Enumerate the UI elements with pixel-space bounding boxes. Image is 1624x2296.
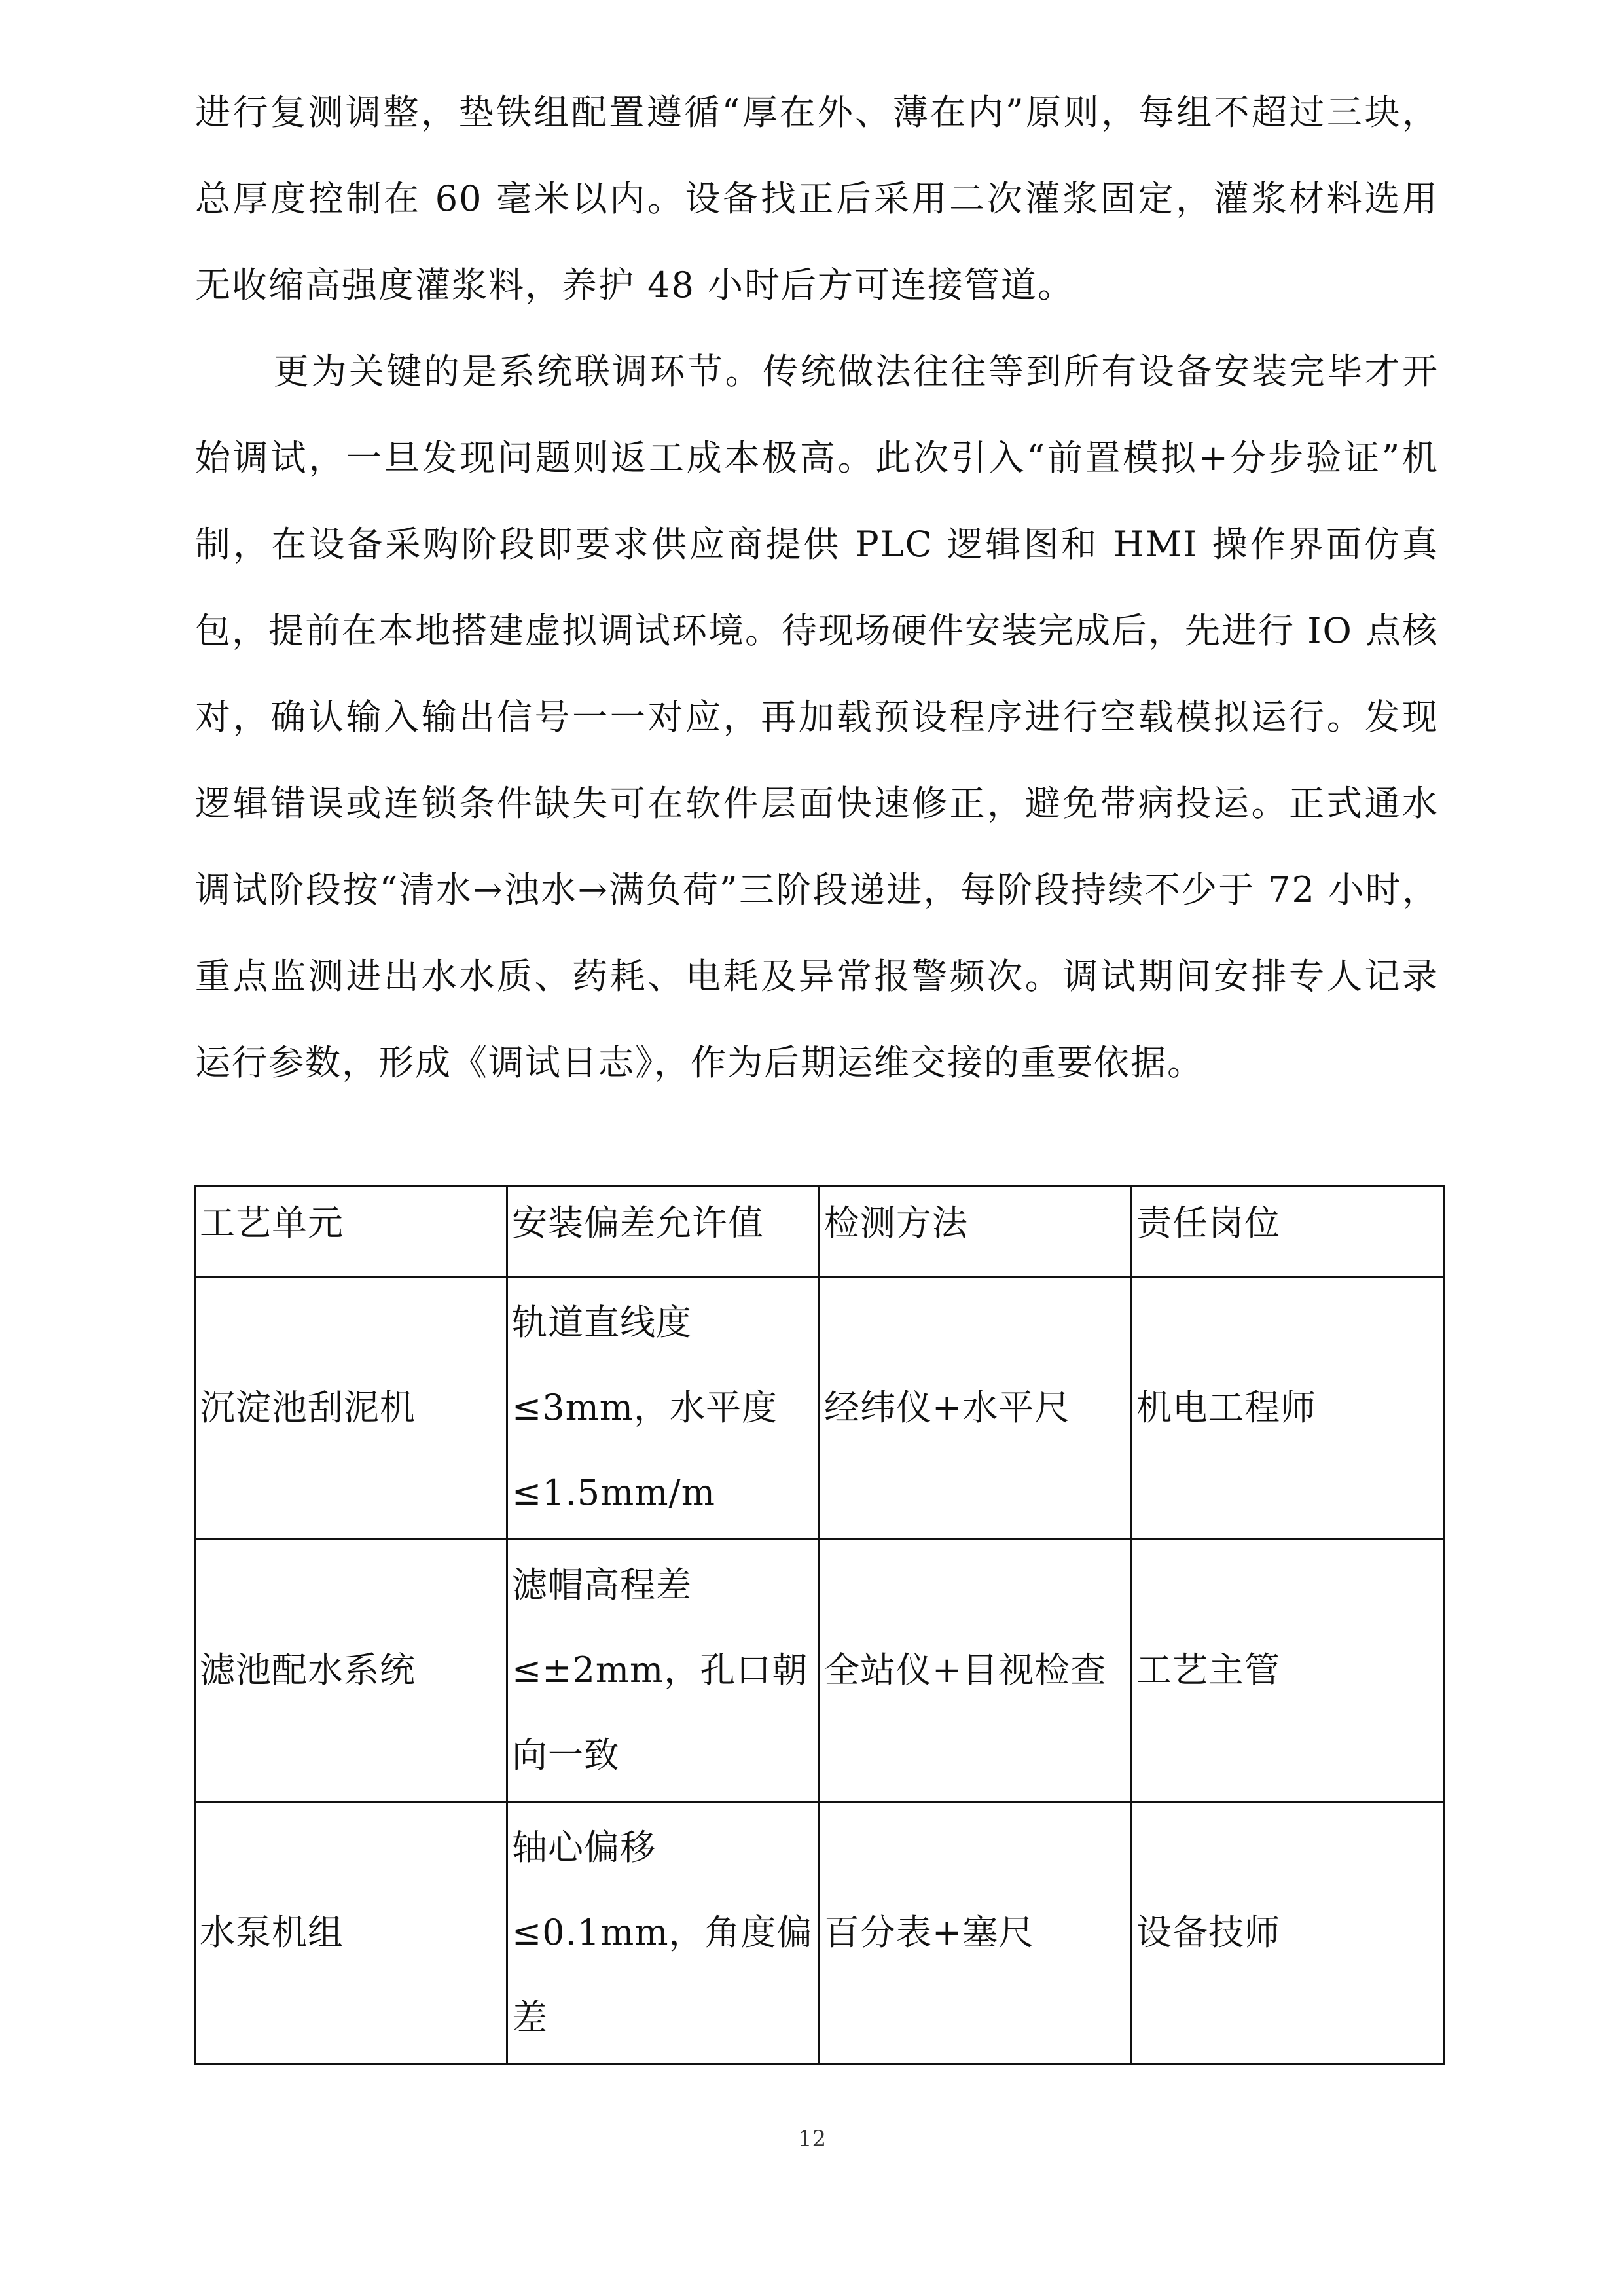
- header-inspection-method: 检测方法: [820, 1186, 1132, 1277]
- cell-inspection-method: 百分表+塞尺: [820, 1802, 1132, 2064]
- installation-tolerance-table: [194, 1185, 1445, 2065]
- cell-inspection-method: 经纬仪+水平尺: [820, 1277, 1132, 1539]
- body-paragraph-2: 更为关键的是系统联调环节。传统做法往往等到所有设备安装完毕才开始调试，一旦发现问题则返工成本极高。此次引入“前置模拟+分步验证”机制，在设备采购阶段即要求供应商提供 PLC 逻辑图和 HMI 操作界面仿真包，提前在本地搭建虚拟调试环境。待现场硬件安装完成后，先进行 IO 点核对，确认输入输出信号一一对应，再加载预设程序进行空载模拟运行。发现逻辑错误或连锁条件缺失可在软件层面快速修正，避免带病投运。正式通水调试阶段按“清水→浊水→满负荷”三阶段递进，每阶段持续不少于 72 小时，重点监测进出水水质、药耗、电耗及异常报警频次。调试期间安排专人记录运行参数，形成《调试日志》，作为后期运维交接的重要依据。: [195, 351, 1439, 1083]
- table-row: [195, 1539, 1444, 1802]
- header-process-unit: 工艺单元: [195, 1186, 507, 1277]
- cell-responsible-role: 工艺主管: [1132, 1539, 1444, 1802]
- cell-tolerance: 轴心偏移≤0.1mm，角度偏差: [507, 1802, 820, 2064]
- cell-responsible-role: 机电工程师: [1132, 1277, 1444, 1539]
- cell-inspection-method: 全站仪+目视检查: [820, 1539, 1132, 1802]
- table-row: [195, 1277, 1444, 1539]
- cell-process-unit: 滤池配水系统: [195, 1539, 507, 1802]
- body-paragraph-1: 进行复测调整，垫铁组配置遵循“厚在外、薄在内”原则，每组不超过三块，总厚度控制在 60 毫米以内。设备找正后采用二次灌浆固定，灌浆材料选用无收缩高强度灌浆料，养护 48 小时后方可连接管道。: [195, 92, 1439, 306]
- table-row: [195, 1802, 1444, 2064]
- header-tolerance: 安装偏差允许值: [507, 1186, 820, 1277]
- cell-responsible-role: 设备技师: [1132, 1802, 1444, 2064]
- cell-process-unit: 沉淀池刮泥机: [195, 1277, 507, 1539]
- cell-tolerance: 轨道直线度≤3mm，水平度≤1.5mm/m: [507, 1277, 820, 1539]
- page-number: 12: [797, 2126, 827, 2152]
- cell-process-unit: 水泵机组: [195, 1802, 507, 2064]
- table-header-row: [195, 1186, 1444, 1277]
- cell-tolerance: 滤帽高程差≤±2mm，孔口朝向一致: [507, 1539, 820, 1802]
- header-responsible-role: 责任岗位: [1132, 1186, 1444, 1277]
